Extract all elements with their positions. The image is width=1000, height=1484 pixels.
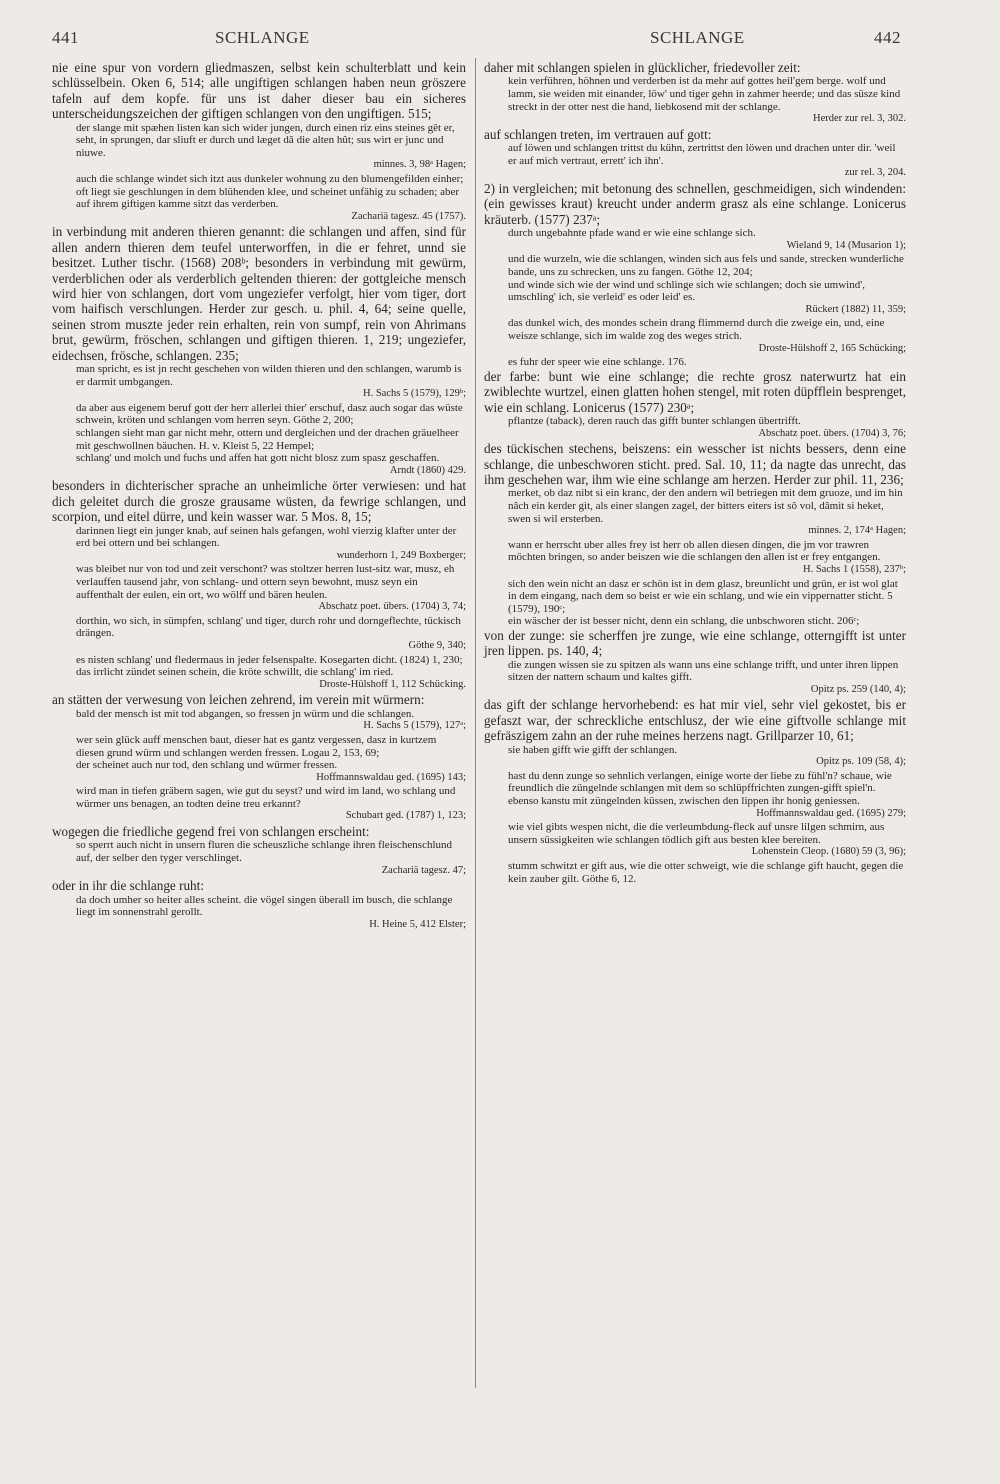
citation-quote: auch die schlange windet sich itzt aus dunkeler wohnung zu den blumengefilden einher; oft liegt sie geschlungen in dem blühenden klee, und scheinet unfähig zu schaden; aber auf ihrem giftigen kamme sitzt das verderben. — [76, 173, 464, 211]
citation-quote: der slange mit spæhen listen kan sich wider jungen, durch einen riz eins steines gêt er, seht, in sprungen, dar sliuft er durch und læget dâ die alten hût; sus wirt er junc und niuwe. — [76, 121, 455, 159]
citation-quote: sie haben gifft wie gifft der schlangen. — [508, 743, 678, 756]
citation-quote: es nisten schlang' und fledermaus in jeder felsenspalte. Kosegarten dicht. (1824) 1, 230; — [76, 653, 463, 666]
citation-quote: das irrlicht zündet seinen schein, die kröte schwillt, die schlang' im ried. — [76, 666, 394, 679]
citation-quote: die zungen wissen sie zu spitzen als wann uns eine schlange trifft, und unter ihren lippen sitzen der nattern schaum und kaltes gifft. — [508, 658, 899, 684]
citation-source: H. Sachs 1 (1558), 237ᵇ; — [803, 563, 906, 575]
citation-quote: wie viel gibts wespen nicht, die die verleumbdung-fleck auf unsre lilgen schmirn, aus unsern süssigkeiten wie schlangen tödlich gift aus besten klee bereiten. — [508, 821, 885, 846]
citation-source: minnes. 2, 174ᵃ Hagen; — [808, 525, 906, 537]
citation-source: H. Heine 5, 412 Elster; — [369, 918, 466, 930]
citation-quote: wann er herrscht uber alles frey ist herr ob allen diesen dingen, die jm vor trawren möchten bringen, so ander beiszen wie die schlangen den allen ist er frey entgangen. — [508, 538, 881, 564]
citation-source: zur rel. 3, 204. — [844, 167, 906, 179]
page-number-right: 442 — [874, 28, 901, 47]
entry-paragraph: an stätten der verwesung von leichen zehrend, im verein mit würmern: — [52, 692, 425, 708]
right-column — [484, 60, 906, 885]
running-title-right: SCHLANGE — [650, 28, 745, 47]
citation-quote: der scheinet auch nur tod, den schlang und würmer fressen. — [76, 759, 338, 772]
citation-quote: da doch umher so heiter alles scheint. die vögel singen überall im busch, die schlange liegt im sonnenstrahl gerollt. — [76, 893, 453, 919]
citation-quote: es fuhr der speer wie eine schlange. 176. — [508, 356, 687, 369]
citation-source: Schubart ged. (1787) 1, 123; — [345, 810, 466, 822]
citation-source: Opitz ps. 109 (58, 4); — [816, 756, 906, 768]
citation-source: Abschatz poet. übers. (1704) 3, 74; — [318, 601, 466, 613]
entry-paragraph: nie eine spur von vordern gliedmaszen, selbst kein schulterblatt und kein schlüsselbein. Oken 6, 514; alle ungiftigen schlangen haben neun gröszere tafeln auf dem kopfe. für uns ist daher dieser bau ein sicheres unterscheidungszeichen der giftigen schlangen von den ungiftigen. 515; — [52, 60, 466, 122]
entry-paragraph: besonders in dichterischer sprache an unheimliche örter verwiesen: und hat dich geleitet durch die grosze grausame wüsten, da fewrige schlangen, und scorpion, und eitel dürre, und kein wasser war. 5 Mos. 8, 15; — [52, 478, 466, 525]
entry-paragraph: oder in ihr die schlange ruht: — [52, 878, 204, 894]
citation-source: Zachariä tagesz. 47; — [381, 864, 466, 876]
citation-quote: darinnen liegt ein junger knab, auf seinen hals gefangen, wohl vierzig klafter unter der erd bei ottern und bei schlangen. — [76, 524, 457, 550]
citation-source: Lohenstein Cleop. (1680) 59 (3, 96); — [751, 846, 906, 858]
citation-source: Abschatz poet. übers. (1704) 3, 76; — [758, 427, 906, 439]
citation-quote: schlang' und molch und fuchs und affen hat gott nicht blosz zum spasz geschaffen. — [76, 452, 440, 465]
entry-paragraph: das gift der schlange hervorhebend: es hat mir viel, sehr viel gekostet, bis er gefaszt war, der schreckliche entschlusz, der wie eine giftvolle schlange mit gefräszigem zahn an der ruhe meines herzens nagt. Grillparzer 10, 61; — [484, 697, 906, 744]
entry-paragraph: der farbe: bunt wie eine schlange; die rechte grosz naterwurtz hat ein zwiblechte wurtzel, einen glatten hohen stengel, mit roten düpfflein besprenget, wie ein schlang. Lonicerus (1577) 230ᵃ; — [484, 368, 906, 415]
citation-quote: wird man in tiefen gräbern sagen, wie gut du seyst? und wird im land, wo schlang und würmer uns benagen, an todten deine treu erkannt? — [76, 785, 456, 810]
page-header — [0, 28, 1000, 52]
citation-source: Droste-Hülshoff 1, 112 Schücking. — [319, 678, 466, 690]
citation-quote: man spricht, es ist jn recht geschehen von wilden thieren und den schlangen, warumb is er darmit umbgangen. — [76, 363, 462, 388]
citation-quote: dorthin, wo sich, in sümpfen, schlang' und tiger, durch rohr und dorngeflechte, tückisch drängen. — [76, 614, 461, 640]
citation-quote: sich den wein nicht an dasz er schön ist in dem glasz, breunlicht und grün, er ist wol glat in dem eingang, nach dem so beist er wie ein schlang, und wie ein vippernatter sticht. 5 (1579), 190ᶜ; — [508, 577, 898, 615]
citation-quote: das dunkel wich, des mondes schein drang flimmernd durch die zweige ein, und, eine weisze schlange, sich im walde zog des weges strich. — [508, 317, 885, 342]
citation-quote: durch ungebahnte pfade wand er wie eine schlange sich. — [508, 227, 756, 240]
citation-quote: merket, ob daz nibt si ein kranc, der den andern wil betriegen mit dem gruoze, und im hin nâch ein kerder git, als einer slangen zagel, der bitters eiters ist sô vol, dâmit si heket, swen si wil ersterben. — [508, 487, 903, 525]
citation-source: H. Sachs 5 (1579), 127ᵃ; — [363, 720, 466, 732]
entry-paragraph: von der zunge: sie scherffen jre zunge, wie eine schlange, otterngifft ist unter jren lippen. ps. 140, 4; — [484, 627, 906, 659]
column-divider — [475, 58, 476, 1388]
citation-source: Rückert (1882) 11, 359; — [805, 303, 906, 315]
citation-quote: so sperrt auch nicht in unsern fluren die scheuszliche schlange ihren fleischenschlund auf, der selber den tyger verschlinget. — [76, 839, 453, 865]
running-title-left: SCHLANGE — [215, 28, 310, 47]
citation-source: Opitz ps. 259 (140, 4); — [810, 683, 906, 695]
citation-quote: schlangen sieht man gar nicht mehr, ottern und dergleichen und der drachen gräuelheer mit geschwollnen bäuchen. H. v. Kleist 5, 22 Hempel; — [76, 427, 459, 452]
citation-quote: und die wurzeln, wie die schlangen, winden sich aus fels und sande, strecken wunderliche bande, uns zu schrecken, uns zu fangen. Göthe 12, 204; — [508, 253, 904, 278]
citation-quote: auf löwen und schlangen trittst du kühn, zertrittst den löwen und drachen unter dir. 'weil er auf mich vertraut, errett' ich ihn'. — [508, 142, 896, 167]
citation-source: Droste-Hülshoff 2, 165 Schücking; — [758, 342, 906, 354]
citation-source: wunderhorn 1, 249 Boxberger; — [336, 549, 466, 561]
entry-paragraph: 2) in vergleichen; mit betonung des schnellen, geschmeidigen, sich windenden: (ein gewisses kraut) kreucht under anderm grasz als eine schlange. Lonicerus kräuterb. (1577) 237ᵃ; — [484, 180, 906, 227]
citation-quote: kein verführen, höhnen und verderben ist da mehr auf gottes heil'gem berge. wolf und lamm, sie weiden mit einander, löw' und tiger gehn in zahmer heerde; und das süsze kind streckt in der otter nest die hand, liebkosend mit der schlange. — [508, 75, 901, 113]
citation-quote: stumm schwitzt er gift aus, wie die otter schweigt, wie die schlange gift haucht, gegen die kein zauber gilt. Göthe 6, 12. — [508, 860, 904, 885]
citation-quote: hast du denn zunge so sehnlich verlangen, einige worte der liebe zu fühl'n? schaue, wie freundlich die züngelnde schlangen mit dem so schlüpffrichten zungen-gifft spiel'n. ebenso kanstu mit züngelnden küssen, zwischen den lippen ihr honig geniessen. — [508, 769, 892, 808]
citation-quote: und winde sich wie der wind und schlinge sich wie schlangen; doch sie umwind', umschling' ich, sie verleid' es oder leid' es. — [508, 278, 865, 304]
citation-source: Herder zur rel. 3, 302. — [812, 113, 906, 125]
entry-paragraph: in verbindung mit anderen thieren genannt: die schlangen und affen, sind für allen andern thieren dem teufel unterworffen, in die er fehret, unnd sie besitzet. Luther tischr. (1568) 208ᵇ; besonders in verbindung mit gewürm, verderblichen oder als verderblich geltenden thieren: der gottgleiche mensch wird hier von schlangen, dort vom ungeziefer verfolgt, hier vom tiger, dort vom haifisch verschlungen. Herder zur gesch. u. phil. 4, 64; seine quelle, seinen strom muszte jeder rein erhalten, rein von sumpf, rein von Ahrimans brut, gewürm, fröschen, schlangen und giftigen thieren. 1, 219; ungeziefer, eidechsen, frösche, schlangen. 235; — [52, 224, 466, 363]
citation-quote: was bleibet nur von tod und zeit verschont? was stoltzer herren lust-sitz war, musz, eh verlauffen tausend jahr, von schlang- und ottern seyn bewohnt, musz seyn ein auffenthalt der eulen, ein ort, wo wölff und bären heulen. — [76, 563, 455, 601]
citation-quote: wer sein glück auff menschen baut, dieser hat es gantz vergessen, dasz in kurtzem diesen grund würm und schlangen werden fressen. Logau 2, 153, 69; — [76, 733, 437, 759]
entry-paragraph: daher mit schlangen spielen in glücklicher, friedevoller zeit: — [484, 60, 801, 75]
entry-paragraph: wogegen die friedliche gegend frei von schlangen erscheint: — [52, 824, 370, 840]
entry-paragraph: auf schlangen treten, im vertrauen auf gott: — [484, 126, 712, 142]
left-column — [52, 60, 466, 932]
page-number-left: 441 — [52, 28, 79, 47]
citation-source: H. Sachs 5 (1579), 129ᵇ; — [363, 388, 466, 400]
citation-quote: pflantze (taback), deren rauch das gifft bunter schlangen übertrifft. — [508, 414, 801, 427]
citation-source: Zachariä tagesz. 45 (1757). — [351, 210, 466, 222]
citation-quote: da aber aus eigenem beruf gott der herr allerlei thier' erschuf, dasz auch sogar das wüste schwein, kröten und schlangen vom herren seyn. Göthe 2, 200; — [76, 401, 463, 427]
citation-source: minnes. 3, 98ᵃ Hagen; — [373, 159, 466, 171]
citation-source: Hoffmannswaldau ged. (1695) 143; — [316, 771, 466, 783]
citation-quote: ein wäscher der ist besser nicht, denn ein schlang, die unbschworen sticht. 206ᶜ; — [508, 615, 860, 628]
citation-source: Wieland 9, 14 (Musarion 1); — [786, 239, 906, 251]
citation-source: Göthe 9, 340; — [408, 639, 466, 651]
entry-paragraph: des tückischen stechens, beiszens: ein wesscher ist nichts bessers, denn eine schlange, die unbeschworen sticht. pred. Sal. 10, 11; da nagte das unrecht, das ihm geschehen war, ihm wie eine schlange am herzen. Herder zur phil. 11, 236; — [484, 441, 906, 487]
citation-source: Hoffmannswaldau ged. (1695) 279; — [756, 807, 906, 819]
citation-source: Arndt (1860) 429. — [389, 464, 466, 476]
citation-quote: bald der mensch ist mit tod abgangen, so fressen jn würm und die schlangen. — [76, 707, 415, 720]
